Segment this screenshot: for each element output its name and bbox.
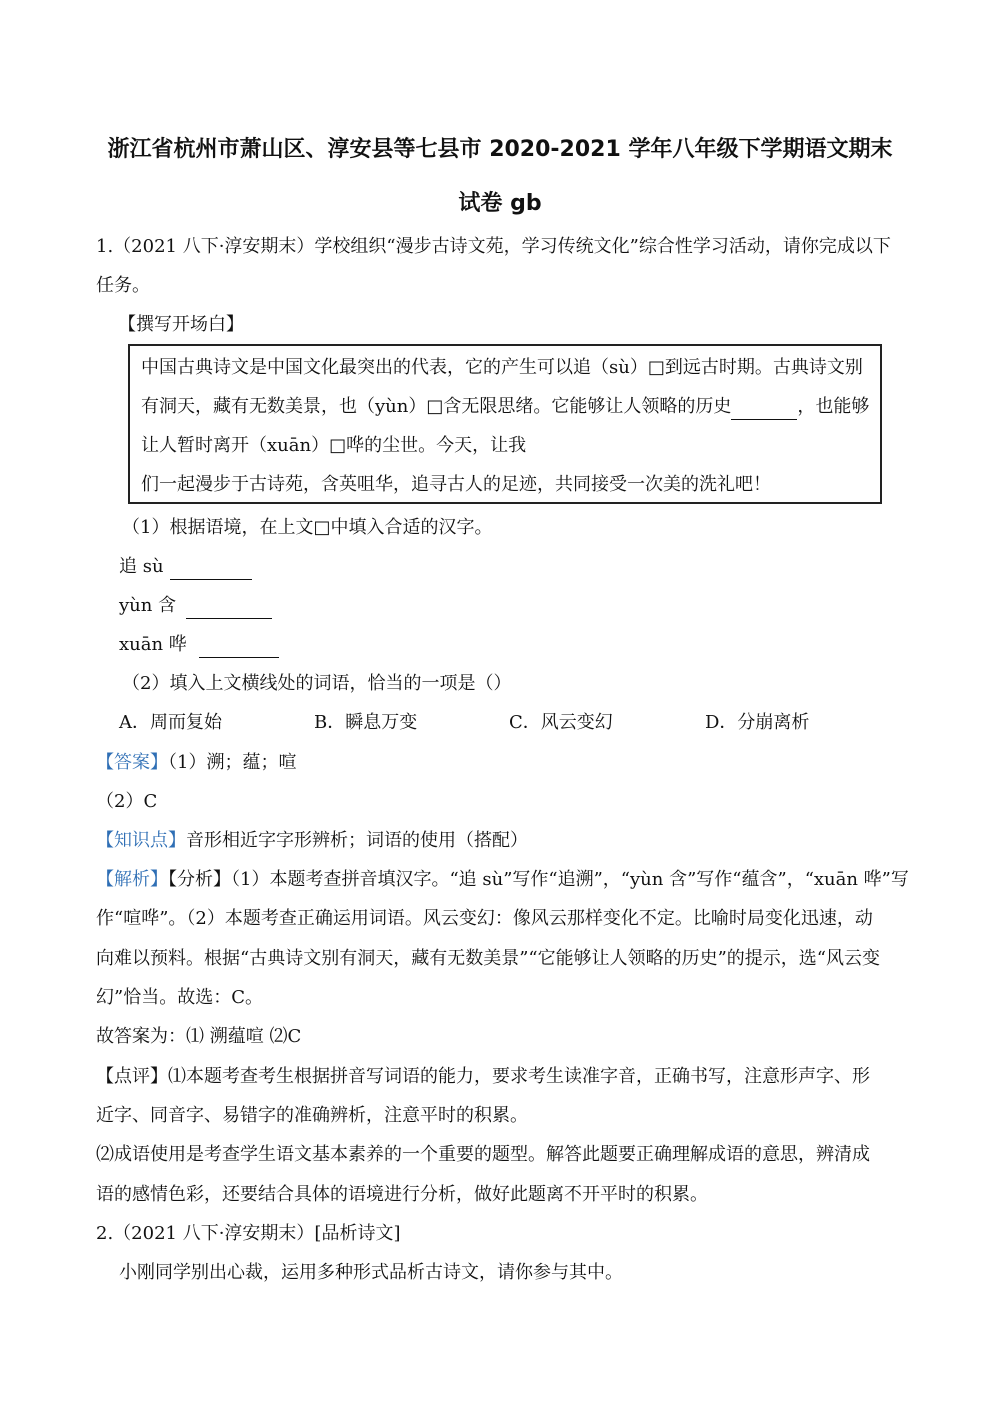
review-line-2: 近字、同音字、易错字的准确辨析，注意平时的积累。 bbox=[96, 1105, 528, 1126]
review-line-4: 语的感情色彩，还要结合具体的语境进行分析，做好此题离不开平时的积累。 bbox=[96, 1184, 708, 1205]
fill-blank[interactable] bbox=[199, 637, 279, 658]
fill-item bbox=[119, 554, 252, 580]
review-line-3: ⑵成语使用是考查学生语文基本素养的一个重要的题型。解答此题要正确理解成语的意思，辨清成 bbox=[96, 1144, 870, 1165]
option-c[interactable]: C．风云变幻 bbox=[509, 712, 613, 733]
analysis-tag: 【解析】 bbox=[96, 869, 168, 890]
knowledge-line bbox=[96, 828, 528, 854]
knowledge-tag: 【知识点】 bbox=[96, 830, 186, 851]
sub-question-2: （2）填入上文横线处的词语，恰当的一项是（） bbox=[122, 673, 512, 694]
fill-item-label: xuān 哗 bbox=[119, 634, 187, 655]
option-a[interactable]: A．周而复始 bbox=[119, 712, 222, 733]
question-1-stem-cont: 任务。 bbox=[96, 275, 150, 296]
question-1-stem: 1.（2021 八下·淳安期末）学校组织“漫步古诗文苑，学习传统文化”综合性学习活动，请你完成以下 bbox=[96, 236, 891, 257]
passage-line-2 bbox=[141, 394, 869, 420]
fill-item-label: yùn 含 bbox=[119, 595, 177, 616]
passage-line-3: 让人暂时离开（xuān）□哗的尘世。今天，让我 bbox=[141, 435, 527, 456]
analysis-line-2: 作“喧哗”。（2）本题考查正确运用词语。风云变幻：像风云那样变化不定。比喻时局变化迅速，动 bbox=[96, 908, 873, 929]
review-line-1: 【点评】⑴本题考查考生根据拼音写词语的能力，要求考生读准字音，正确书写，注意形声字、形 bbox=[96, 1066, 870, 1087]
analysis-line-3: 向难以预料。根据“古典诗文别有洞天，藏有无数美景”“它能够让人领略的历史”的提示，选“风云变 bbox=[96, 948, 881, 969]
passage-line-2-a: 有洞天，藏有无数美景，也（yùn）□含无限思绪。它能够让人领略的历史 bbox=[141, 396, 732, 417]
section-label: 【撰写开场白】 bbox=[118, 314, 244, 335]
document-title-line2: 试卷 gb bbox=[458, 191, 542, 216]
analysis-line-1 bbox=[96, 867, 909, 893]
passage-line-1: 中国古典诗文是中国文化最突出的代表，它的产生可以追（sù）□到远古时期。古典诗文别 bbox=[141, 357, 863, 378]
analysis-line-4: 幻”恰当。故选：C。 bbox=[96, 987, 263, 1008]
question-2-stem: 2.（2021 八下·淳安期末）[品析诗文] bbox=[96, 1223, 401, 1244]
option-b[interactable]: B．瞬息万变 bbox=[314, 712, 418, 733]
knowledge-text: 音形相近字字形辨析；词语的使用（搭配） bbox=[186, 830, 528, 851]
fill-item bbox=[119, 593, 272, 619]
passage-line-4: 们一起漫步于古诗苑，含英咀华，追寻古人的足迹，共同接受一次美的洗礼吧！ bbox=[141, 474, 771, 495]
answer-part-2: （2）C bbox=[96, 791, 158, 812]
passage-line-2-b: ，也能够 bbox=[797, 396, 870, 417]
answer-tag: 【答案】 bbox=[96, 752, 168, 773]
fill-blank[interactable] bbox=[170, 559, 252, 580]
option-d[interactable]: D．分崩离析 bbox=[705, 712, 810, 733]
fill-item bbox=[119, 632, 279, 658]
question-2-intro: 小刚同学别出心裁，运用多种形式品析古诗文，请你参与其中。 bbox=[119, 1262, 623, 1283]
passage-blank[interactable] bbox=[731, 399, 797, 420]
analysis-text-1: 【分析】（1）本题考查拼音填汉字。“追 sù”写作“追溯”，“yùn 含”写作“蕴含”，“xuān 哗”写 bbox=[168, 869, 909, 890]
answer-line bbox=[96, 750, 296, 776]
fill-blank[interactable] bbox=[186, 598, 272, 619]
answer-part-1: （1）溯；蕴；喧 bbox=[168, 752, 297, 773]
document-title-line1: 浙江省杭州市萧山区、淳安县等七县市 2020-2021 学年八年级下学期语文期末 bbox=[107, 137, 893, 162]
final-answer: 故答案为：⑴ 溯蕴喧 ⑵C bbox=[96, 1026, 302, 1047]
fill-item-label: 追 sù bbox=[119, 556, 164, 577]
sub-question-1: （1）根据语境，在上文□中填入合适的汉字。 bbox=[122, 517, 493, 538]
